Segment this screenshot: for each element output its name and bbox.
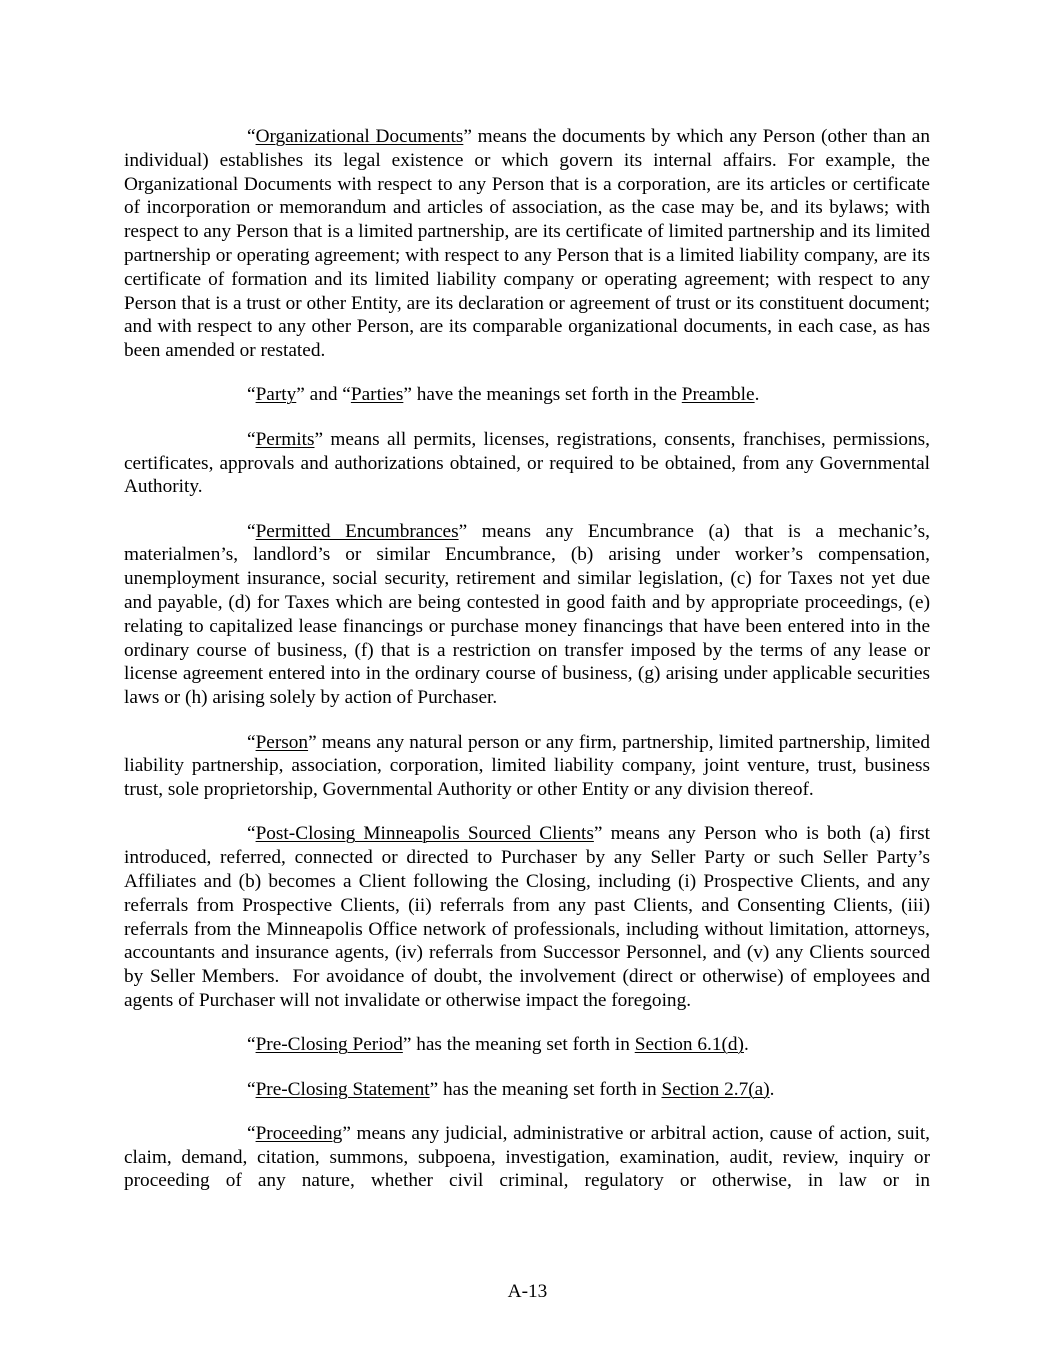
paragraph-text: “ <box>247 428 256 450</box>
paragraph-text: “ <box>247 384 256 406</box>
page-number: A-13 <box>507 1281 548 1302</box>
defined-term: Pre-Closing Period <box>255 1034 403 1056</box>
definition-paragraph <box>124 520 930 710</box>
paragraph-text: . <box>769 1078 775 1100</box>
paragraph-text: ” means all permits, licenses, registrations, consents, franchises, permissions, certificates, approvals and authorizations obtained, or required to be obtained, from any Governmental Authority. <box>124 428 930 498</box>
definition-paragraph <box>124 1078 930 1102</box>
definition-paragraph <box>124 428 930 499</box>
paragraph-text: . <box>754 384 760 406</box>
defined-term: Party <box>255 384 297 406</box>
paragraph-text: ” has the meaning set forth in <box>402 1034 635 1056</box>
paragraph-text: ” means any Encumbrance (a) that is a mechanic’s, materialmen’s, landlord’s or similar Encumbrance, (b) arising under worker’s compensation, unemployment insurance, social security, retirement and similar legislation, (c) for Taxes not yet due and payable, (d) for Taxes which are being contested in good faith and by appropriate proceedings, (e) relating to capitalized lease financings or purchase money financings that have been entered into in the ordinary course of business, (f) that is a restriction on transfer imposed by the terms of any lease or license agreement entered into in the ordinary course of business, (g) arising under applicable securities laws or (h) arising solely by action of Purchaser. <box>124 520 930 709</box>
paragraph-text: ” means any judicial, administrative or arbitral action, cause of action, suit, claim, demand, citation, summons, subpoena, investigation, examination, audit, review, inquiry or proceeding of any nature, whether civil criminal, regulatory or otherwise, in law or in <box>124 1122 930 1192</box>
defined-term: Permits <box>255 428 315 450</box>
paragraph-text: “ <box>247 1034 256 1056</box>
defined-term: Permitted Encumbrances <box>255 520 459 542</box>
defined-term: Post-Closing Minneapolis Sourced Clients <box>255 823 594 845</box>
defined-term: Organizational Documents <box>255 126 464 147</box>
definition-paragraph <box>124 731 930 802</box>
paragraph-text: “ <box>247 1122 256 1144</box>
defined-term: Section 6.1(d) <box>634 1034 744 1056</box>
defined-term: Proceeding <box>255 1122 343 1144</box>
paragraph-text: “ <box>247 126 256 147</box>
paragraph-text: “ <box>247 823 256 845</box>
definition-paragraph <box>124 822 930 1012</box>
paragraph-text: ” means the documents by which any Person (other than an individual) establishes its legal existence or which govern its internal affairs. For example, the Organizational Documents with respect to any Person that is a corporation, are its articles or certificate of incorporation or memorandum and articles of association, as the case may be, and its bylaws; with respect to any Person that is a limited partnership, are its certificate of limited partnership and its limited partnership or operating agreement; with respect to any Person that is a limited liability company, are its certificate of formation and its limited liability company or operating agreement; with respect to any Person that is a trust or other Entity, are its declaration or agreement of trust or its constituent document; and with respect to any other Person, are its comparable organizational documents, in each case, as has been amended or restated. <box>124 126 930 362</box>
defined-term: Parties <box>350 384 404 406</box>
defined-term: Pre-Closing Statement <box>255 1078 430 1100</box>
defined-term: Person <box>255 731 309 753</box>
document-body <box>124 125 930 1193</box>
definition-paragraph <box>124 125 930 363</box>
paragraph-text: ” means any Person who is both (a) first introduced, referred, connected or directed to Purchaser by any Seller Party or such Seller Party’s Affiliates and (b) becomes a Client following the Closing, including (i) Prospective Clients, and any referrals from Prospective Clients, (ii) referrals from any past Clients, and Consenting Clients, (iii) referrals from the Minneapolis Office network of professionals, including without limitation, attorneys, accountants and insurance agents, (iv) referrals from Successor Personnel, and (v) any Clients sourced by Seller Members. For avoidance of doubt, the involvement (direct or otherwise) of employees and agents of Purchaser will not invalidate or otherwise impact the foregoing. <box>124 823 930 1011</box>
paragraph-text: ” and “ <box>296 384 351 406</box>
paragraph-text: ” has the meaning set forth in <box>429 1078 662 1100</box>
paragraph-text: ” have the meanings set forth in the <box>403 384 682 406</box>
definition-paragraph <box>124 1122 930 1193</box>
defined-term: Section 2.7(a) <box>661 1078 770 1100</box>
paragraph-text: . <box>743 1034 749 1056</box>
paragraph-text: ” means any natural person or any firm, partnership, limited partnership, limited liability partnership, association, corporation, limited liability company, joint venture, trust, business trust, sole proprietorship, Governmental Authority or other Entity or any division thereof. <box>124 731 930 801</box>
definition-paragraph <box>124 383 930 407</box>
paragraph-text: “ <box>247 731 256 753</box>
paragraph-text: “ <box>247 1078 256 1100</box>
definition-paragraph <box>124 1033 930 1057</box>
defined-term: Preamble <box>681 384 755 406</box>
paragraph-text: “ <box>247 520 256 542</box>
